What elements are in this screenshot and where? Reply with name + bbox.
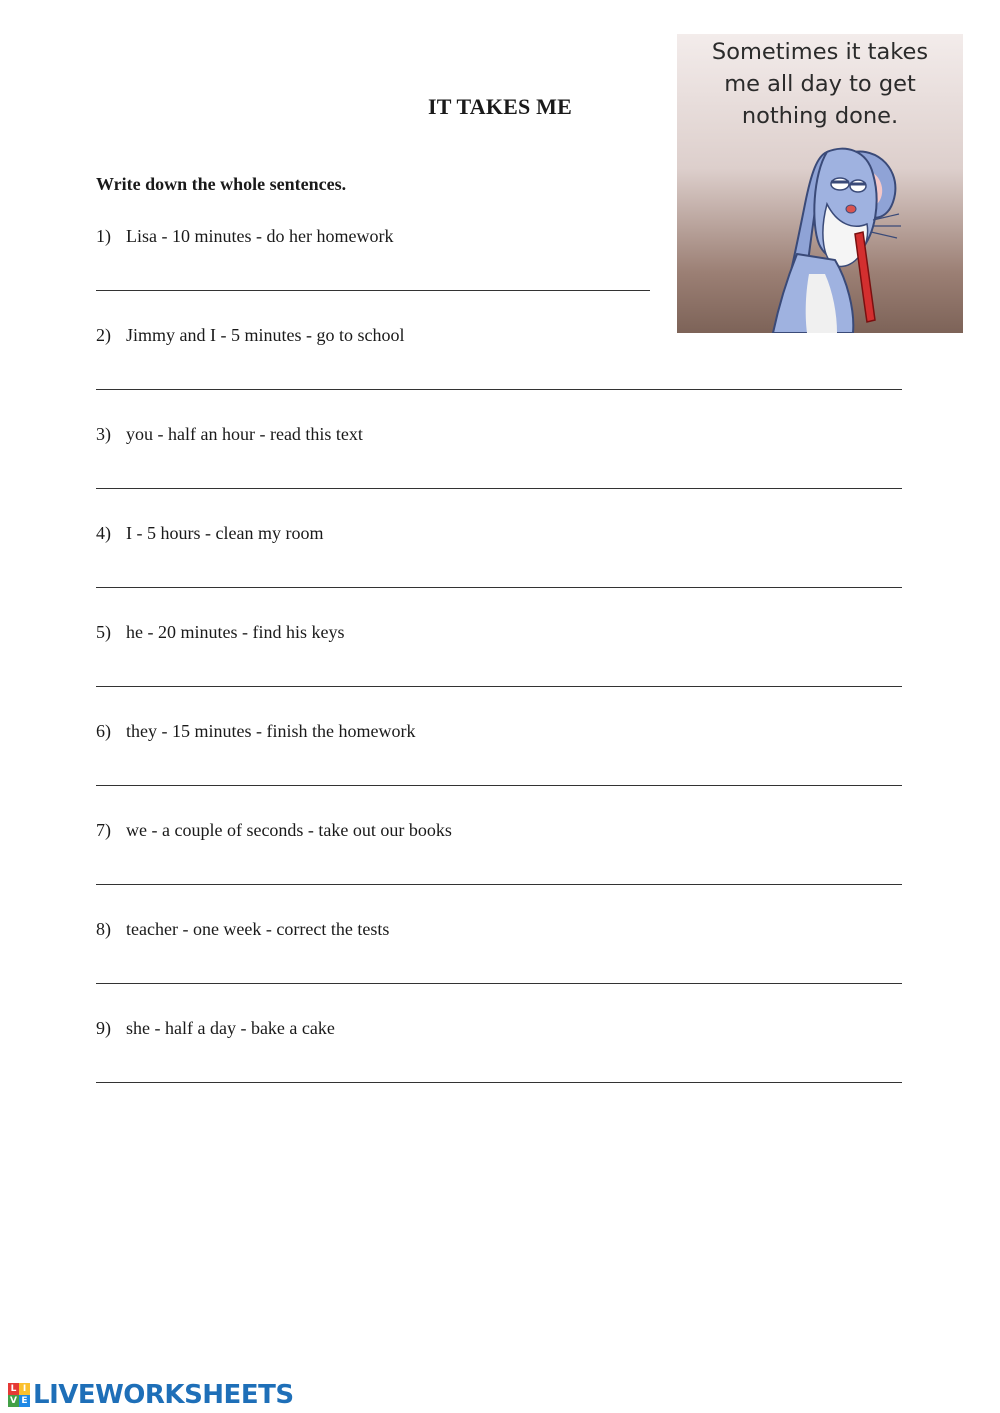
meme-image [677,34,963,333]
item-prompt: they - 15 minutes - finish the homework [126,721,416,741]
exercise-item [96,325,902,415]
item-prompt: we - a couple of seconds - take out our books [126,820,452,840]
logo-letter: L [8,1383,19,1395]
meme-caption [677,36,963,132]
instruction-text: Write down the whole sentences. [96,174,347,194]
item-number: 5) [96,622,111,642]
answer-input[interactable] [96,983,902,984]
logo-letter: E [19,1395,30,1407]
item-number: 9) [96,1018,111,1038]
item-prompt: I - 5 hours - clean my room [126,523,324,543]
item-number: 3) [96,424,111,444]
meme-caption-line: nothing done. [741,103,899,129]
logo-wordmark: LIVEWORKSHEETS [33,1380,294,1410]
answer-input[interactable] [96,686,902,687]
item-prompt: Lisa - 10 minutes - do her homework [126,226,394,246]
item-number: 7) [96,820,111,840]
meme-caption-line: me all day to get [724,71,916,97]
answer-input[interactable] [96,488,902,489]
exercise-item [96,622,902,712]
logo-letter: I [19,1383,30,1395]
item-prompt: he - 20 minutes - find his keys [126,622,345,642]
answer-input[interactable] [96,884,902,885]
answer-input[interactable] [96,785,902,786]
exercise-item [96,721,902,811]
item-number: 6) [96,721,111,741]
liveworksheets-logo[interactable] [8,1380,294,1410]
logo-letter: V [8,1395,19,1407]
exercise-item [96,1018,902,1108]
item-number: 8) [96,919,111,939]
meme-caption-line: Sometimes it takes [711,39,929,65]
item-prompt: she - half a day - bake a cake [126,1018,335,1038]
item-prompt: Jimmy and I - 5 minutes - go to school [126,325,405,345]
item-number: 2) [96,325,111,345]
item-prompt: you - half an hour - read this text [126,424,363,444]
item-number: 1) [96,226,111,246]
exercise-item [96,523,902,613]
answer-input[interactable] [96,587,902,588]
exercise-item [96,820,902,910]
logo-grid-icon [8,1383,30,1407]
worksheet-title: IT TAKES ME [427,94,573,119]
item-number: 4) [96,523,111,543]
answer-input[interactable] [96,389,902,390]
exercise-item [96,424,902,514]
exercise-item [96,919,902,1009]
item-prompt: teacher - one week - correct the tests [126,919,390,939]
answer-input[interactable] [96,290,650,291]
answer-input[interactable] [96,1082,902,1083]
